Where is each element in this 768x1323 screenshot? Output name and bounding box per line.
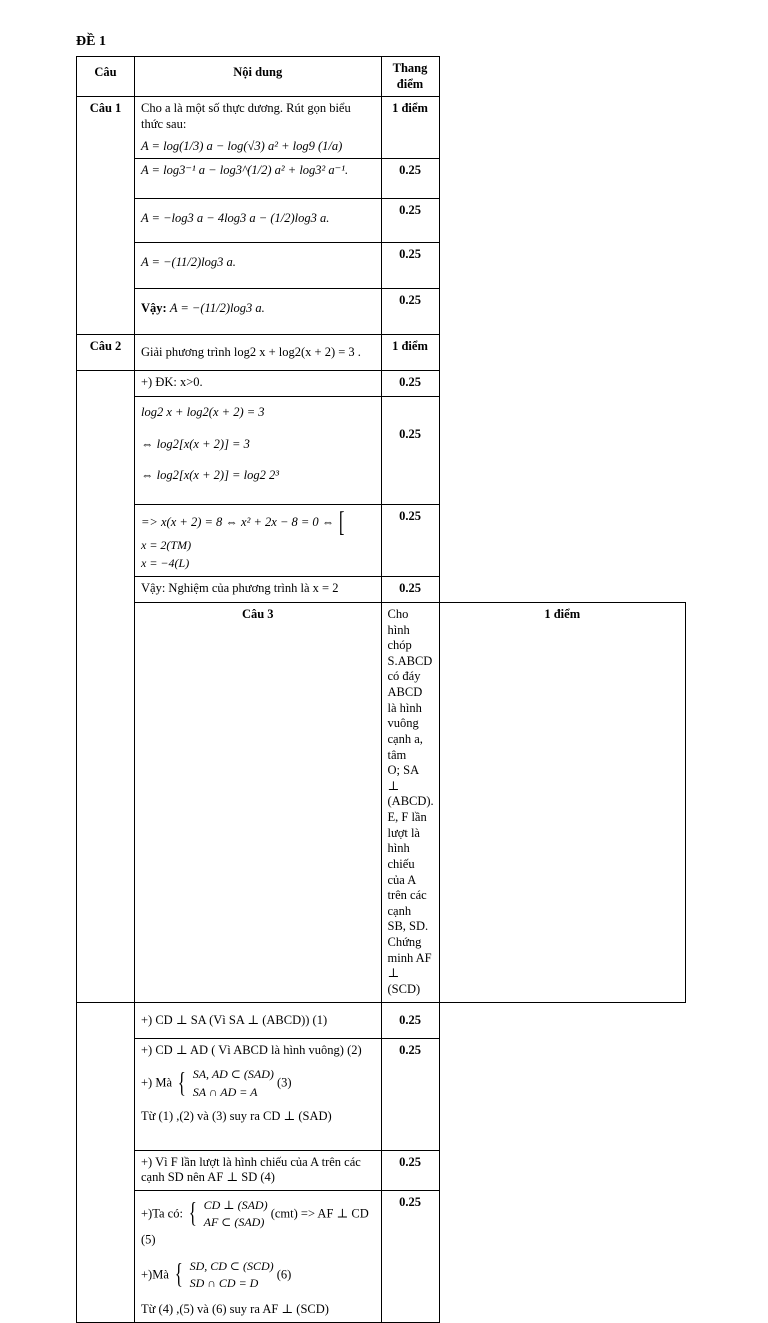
table-row xyxy=(77,602,686,1002)
q3-prompt-2: O; SA ⊥ (ABCD). E, F lần lượt là hình chiếu của A trên các cạnh SB, SD. Chứng xyxy=(387,763,434,950)
q2-points: 1 điểm xyxy=(381,335,439,371)
q3-label: Câu 3 xyxy=(135,602,382,1002)
table-row xyxy=(77,335,686,371)
q3-points: 1 điểm xyxy=(439,602,686,1002)
q3-system-3-line-1: SD, CD ⊂ (SCD) xyxy=(189,1258,274,1273)
table-row xyxy=(77,97,686,159)
q2-blank-cell xyxy=(77,371,135,1002)
q2-conclusion: Vậy: Nghiệm của phương trình là x = 2 xyxy=(135,576,382,602)
q2-eq-2: ⇔ log2[x(x + 2)] = 3 xyxy=(141,436,250,451)
q3-system-3 xyxy=(190,1258,274,1293)
q1-points: 1 điểm xyxy=(381,97,439,159)
q3-step-6-cell xyxy=(135,1190,382,1322)
q2-conclusion-points: 0.25 xyxy=(381,576,439,602)
q1-step-2-points: 0.25 xyxy=(381,199,439,243)
table-row xyxy=(77,1190,686,1322)
q3-step-3-pre: +) Mà xyxy=(141,1075,172,1090)
q1-label: Câu 1 xyxy=(77,97,135,335)
q1-conclusion-label: Vậy: xyxy=(141,301,167,316)
q3-step-3 xyxy=(141,1066,375,1101)
q2-transform-cell xyxy=(135,397,382,505)
brace-icon: { xyxy=(188,1198,197,1230)
q1-prompt-cell xyxy=(135,97,382,159)
q3-step-6-post: (cmt) => AF ⊥ CD (5) xyxy=(141,1206,369,1246)
q3-step-7-post: (6) xyxy=(276,1267,292,1282)
q3-blank-cell xyxy=(77,1002,135,1322)
q3-step-6-pre: +)Ta có: xyxy=(141,1206,183,1221)
table-row xyxy=(77,505,686,577)
q1-step-1-points: 0.25 xyxy=(381,159,439,199)
table-row xyxy=(77,159,686,199)
q3-system-3-line-2: SD ∩ CD = D xyxy=(189,1275,259,1290)
q3-step-5: +) Vì F lần lượt là hình chiếu của A trên các cạnh SD nên AF ⊥ SD (4) xyxy=(135,1150,382,1190)
grading-table xyxy=(76,56,686,1323)
header-thang-1: Thang xyxy=(392,61,428,75)
table-row xyxy=(77,199,686,243)
table-row xyxy=(77,1002,686,1038)
table-row xyxy=(77,1038,686,1150)
header-thang-diem xyxy=(381,57,439,97)
table-row xyxy=(77,289,686,335)
q2-roots xyxy=(141,537,191,572)
q2-eq-3: ⇔ log2[x(x + 2)] = log2 2³ xyxy=(141,468,279,483)
table-row xyxy=(77,1150,686,1190)
q2-label: Câu 2 xyxy=(77,335,135,371)
q1-expression: A = log(1/3) a − log(√3) a² + log9 (1/a) xyxy=(141,138,343,153)
q1-step-1-text: A = log3⁻¹ a − log3^(1/2) a² + log3² a⁻¹. xyxy=(141,163,349,178)
q3-system-1-line-1: SA, AD ⊂ (SAD) xyxy=(192,1067,274,1082)
header-thang-2: điểm xyxy=(396,76,424,91)
q3-step-6 xyxy=(141,1197,375,1248)
q3-step-5-points: 0.25 xyxy=(381,1150,439,1190)
q2-transform-points: 0.25 xyxy=(381,397,439,505)
q3-prompt-cell xyxy=(381,602,439,1002)
q3-step-4: Từ (1) ,(2) và (3) suy ra CD ⊥ (SAD) xyxy=(141,1108,332,1123)
q2-condition-points: 0.25 xyxy=(381,371,439,397)
q2-eq-1: log2 x + log2(x + 2) = 3 xyxy=(141,405,265,420)
q2-condition: +) ĐK: x>0. xyxy=(135,371,382,397)
brace-icon: { xyxy=(177,1067,186,1099)
q3-system-1 xyxy=(193,1066,274,1101)
q1-step-3-text: A = −(11/2)log3 a. xyxy=(141,255,236,270)
q1-step-2-text: A = −log3 a − 4log3 a − (1/2)log3 a. xyxy=(141,211,330,226)
q3-system-2 xyxy=(204,1197,268,1232)
q3-step-2: +) CD ⊥ AD ( Vì ABCD là hình vuông) (2) xyxy=(141,1042,362,1057)
q3-system-2-line-1: CD ⊥ (SAD) xyxy=(203,1197,268,1212)
q2-solve-points: 0.25 xyxy=(381,505,439,577)
q3-step-2-points: 0.25 xyxy=(381,1038,439,1150)
q2-root-2: x = −4(L) xyxy=(141,555,190,570)
q1-conclusion-points: 0.25 xyxy=(381,289,439,335)
table-row xyxy=(77,397,686,505)
q3-system-1-line-2: SA ∩ AD = A xyxy=(192,1084,258,1099)
table-row xyxy=(77,243,686,289)
header-noi-dung: Nội dung xyxy=(135,57,382,97)
q3-system-2-line-2: AF ⊂ (SAD) xyxy=(203,1215,265,1230)
q1-step-1 xyxy=(135,159,382,199)
q1-conclusion xyxy=(135,289,382,335)
q1-conclusion-text: A = −(11/2)log3 a. xyxy=(169,301,265,316)
table-row xyxy=(77,576,686,602)
document-title: ĐỀ 1 xyxy=(76,34,106,49)
header-cau: Câu xyxy=(77,57,135,97)
q3-step-7 xyxy=(141,1258,375,1293)
q1-prompt: Cho a là một số thực dương. Rút gọn biểu thức sau: xyxy=(141,101,351,131)
q1-step-3 xyxy=(135,243,382,289)
q3-step-1-points: 0.25 xyxy=(381,1002,439,1038)
q3-step-1: +) CD ⊥ SA (Vì SA ⊥ (ABCD)) (1) xyxy=(135,1002,382,1038)
q2-solve-cell xyxy=(135,505,382,577)
q2-eq-4: => x(x + 2) = 8 ⇔ x² + 2x − 8 = 0 ⇔ xyxy=(141,515,335,530)
q3-step-6-points: 0.25 xyxy=(381,1190,439,1322)
q3-step-8: Từ (4) ,(5) và (6) suy ra AF ⊥ (SCD) xyxy=(141,1302,329,1317)
q3-step-7-pre: +)Mà xyxy=(141,1267,169,1282)
bracket-icon: [ xyxy=(339,507,345,539)
q1-step-2 xyxy=(135,199,382,243)
brace-icon: { xyxy=(174,1258,183,1290)
q3-prompt-3: minh AF ⊥ (SCD) xyxy=(387,950,432,996)
q3-step-2-cell xyxy=(135,1038,382,1150)
q3-step-3-post: (3) xyxy=(276,1075,292,1090)
table-header-row xyxy=(77,57,686,97)
q2-root-1: x = 2(TM) xyxy=(141,538,192,553)
q2-prompt-cell xyxy=(135,335,382,371)
q3-prompt-1: Cho hình chóp S.ABCD có đáy ABCD là hình vuông cạnh a, tâm xyxy=(387,606,433,762)
q2-prompt: Giải phương trình log2 x + log2(x + 2) = 3 . xyxy=(141,345,361,360)
q1-step-3-points: 0.25 xyxy=(381,243,439,289)
table-row xyxy=(77,371,686,397)
